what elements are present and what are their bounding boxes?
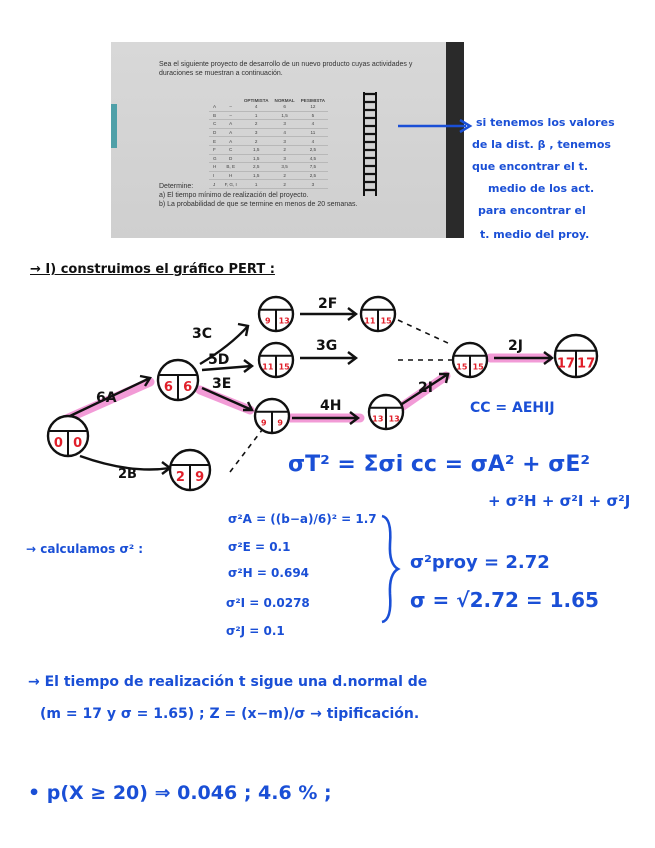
table-row: [209, 103, 328, 111]
pert-node: [369, 395, 403, 429]
pert-node: [255, 399, 289, 433]
table-cell: G: [209, 154, 221, 163]
node-earliest: 9: [265, 316, 271, 326]
table-cell: 1,5: [241, 145, 272, 154]
section-title: → I) construimos el gráfico PERT :: [30, 262, 275, 277]
table-row: [209, 171, 328, 180]
table-cell: H: [209, 163, 221, 172]
node-latest: 0: [73, 436, 83, 451]
table-cell: 5: [298, 111, 328, 120]
scribble-marks: [361, 92, 379, 204]
table-header: NORMAL: [274, 98, 295, 103]
note-arrow-icon: [396, 116, 476, 136]
project-sigma: σ = √2.72 = 1.65: [410, 588, 599, 612]
question-a: a) El tiempo mínimo de realización del proyecto.: [159, 192, 309, 199]
table-cell: H: [221, 171, 241, 180]
table-cell: 1: [241, 111, 272, 120]
table-cell: –: [221, 103, 241, 111]
side-note-line: que encontrar el t.: [472, 160, 589, 173]
node-earliest: 9: [261, 418, 267, 428]
node-latest: 15: [380, 316, 392, 326]
table-cell: 4: [298, 120, 328, 129]
node-latest: 6: [183, 380, 193, 395]
variance-item: σ²E = 0.1: [228, 540, 291, 554]
edge-label: 2I: [418, 380, 433, 396]
pert-node: [361, 297, 395, 331]
variance-item: σ²A = ((b−a)/6)² = 1.7: [228, 512, 377, 526]
table-cell: I: [209, 171, 221, 180]
table-cell: A: [221, 128, 241, 137]
table-header: OPTIMISTA: [243, 98, 269, 103]
side-note-line: para encontrar el: [478, 204, 586, 217]
table-cell: 6: [272, 103, 298, 111]
table-cell: 4: [298, 137, 328, 146]
photo-dark-edge: [446, 42, 464, 238]
edge-label: 2F: [318, 296, 338, 312]
table-cell: J: [209, 180, 221, 189]
pert-node: [555, 335, 597, 377]
table-cell: 3: [298, 180, 328, 189]
photo-side-strip: [111, 104, 117, 148]
table-cell: 3: [272, 137, 298, 146]
table-cell: A: [209, 103, 221, 111]
variance-item: σ²J = 0.1: [226, 624, 285, 638]
table-cell: C: [209, 120, 221, 129]
problem-statement: Sea el siguiente proyecto de desarrollo de un nuevo producto cuyas actividades y duraciones se muestran a continuación.: [159, 61, 413, 77]
side-note-line: medio de los act.: [488, 182, 595, 195]
table-row: [209, 163, 328, 172]
table-row: [209, 154, 328, 163]
table-cell: F, G, I: [221, 180, 241, 189]
table-cell: 11: [298, 128, 328, 137]
determine-block: [159, 182, 357, 209]
pert-node: [170, 450, 210, 490]
brace-icon: [378, 514, 402, 624]
table-row: [209, 145, 328, 154]
pert-node: [453, 343, 487, 377]
table-cell: A: [221, 120, 241, 129]
pert-node: [48, 416, 88, 456]
variance-item: σ²I = 0.0278: [226, 596, 310, 610]
activities-table: [209, 98, 328, 189]
pert-node: [259, 297, 293, 331]
normal-parameters: (m = 17 y σ = 1.65) ; Z = (x−m)/σ → tipificación.: [40, 706, 420, 722]
table-cell: B, E: [221, 163, 241, 172]
table-cell: 1,5: [241, 171, 272, 180]
edge-label: 6A: [96, 390, 117, 406]
side-note-line: de la dist. β , tenemos: [472, 138, 611, 151]
node-earliest: 6: [163, 380, 173, 395]
table-cell: 2: [272, 171, 298, 180]
table-cell: C: [221, 145, 241, 154]
table-cell: 2: [272, 180, 298, 189]
edge-label: 3G: [316, 338, 338, 354]
node-latest: 13: [388, 414, 400, 424]
table-cell: D: [221, 154, 241, 163]
problem-photo: [111, 42, 464, 238]
edge-label: 5D: [208, 352, 230, 368]
edge-label: 3C: [192, 326, 213, 342]
table-cell: 2,5: [241, 163, 272, 172]
table-header: PESIMISTA: [300, 98, 326, 103]
node-earliest: 15: [456, 362, 468, 372]
table-cell: F: [209, 145, 221, 154]
table-cell: 3: [272, 120, 298, 129]
table-cell: 4,5: [298, 154, 328, 163]
table-row: [209, 128, 328, 137]
table-cell: 12: [298, 103, 328, 111]
table-cell: 4: [241, 103, 272, 111]
table-cell: 1,5: [272, 111, 298, 120]
side-note-line: t. medio del proy.: [480, 228, 590, 241]
table-cell: 7,5: [298, 163, 328, 172]
project-variance: σ²proy = 2.72: [410, 552, 550, 573]
node-latest: 17: [577, 356, 596, 372]
node-latest: 15: [472, 362, 484, 372]
node-earliest: 11: [364, 316, 376, 326]
table-cell: 2: [272, 145, 298, 154]
node-latest: 9: [195, 470, 205, 485]
node-earliest: 2: [175, 470, 185, 485]
probability-result: • p(X ≥ 20) ⇒ 0.046 ; 4.6 % ;: [28, 782, 332, 804]
critical-path: CC = AEHIJ: [470, 400, 555, 416]
node-earliest: 0: [53, 436, 63, 451]
edge-label: 2J: [508, 338, 523, 354]
table-cell: 3: [272, 154, 298, 163]
variance-total-formula: σT² = Σσi cc = σA² + σE²: [288, 452, 591, 477]
node-latest: 9: [277, 418, 283, 428]
determine-label: Determine:: [159, 183, 194, 190]
table-cell: 2: [241, 120, 272, 129]
pert-node: [259, 343, 293, 377]
table-cell: 1: [241, 180, 272, 189]
calc-label: → calculamos σ² :: [26, 542, 144, 556]
table-cell: B: [209, 111, 221, 120]
pert-node: [158, 360, 198, 400]
table-cell: –: [221, 111, 241, 120]
side-note-line: si tenemos los valores: [476, 116, 615, 129]
table-cell: 2,5: [298, 171, 328, 180]
node-earliest: 17: [556, 356, 575, 372]
table-cell: 4: [272, 128, 298, 137]
variance-total-formula-cont: + σ²H + σ²I + σ²J: [488, 492, 631, 510]
table-cell: 2,5: [298, 145, 328, 154]
edge-label: 4H: [320, 398, 342, 414]
node-earliest: 13: [372, 414, 384, 424]
table-row: [209, 120, 328, 129]
normal-description: → El tiempo de realización t sigue una d.normal de: [28, 674, 428, 690]
node-earliest: 11: [262, 362, 274, 372]
table-cell: D: [209, 128, 221, 137]
table-cell: E: [209, 137, 221, 146]
table-cell: 1,5: [241, 154, 272, 163]
edge-label: 2B: [118, 467, 137, 482]
table-cell: 3,5: [272, 163, 298, 172]
table-cell: 3: [241, 128, 272, 137]
variance-item: σ²H = 0.694: [228, 566, 310, 580]
node-latest: 13: [278, 316, 290, 326]
table-cell: A: [221, 137, 241, 146]
question-b: b) La probabilidad de que se termine en menos de 20 semanas.: [159, 201, 358, 208]
table-row: [209, 111, 328, 120]
edge-label: 3E: [212, 376, 232, 392]
table-cell: 2: [241, 137, 272, 146]
node-latest: 15: [278, 362, 290, 372]
pert-edges: [70, 308, 552, 474]
table-row: [209, 137, 328, 146]
